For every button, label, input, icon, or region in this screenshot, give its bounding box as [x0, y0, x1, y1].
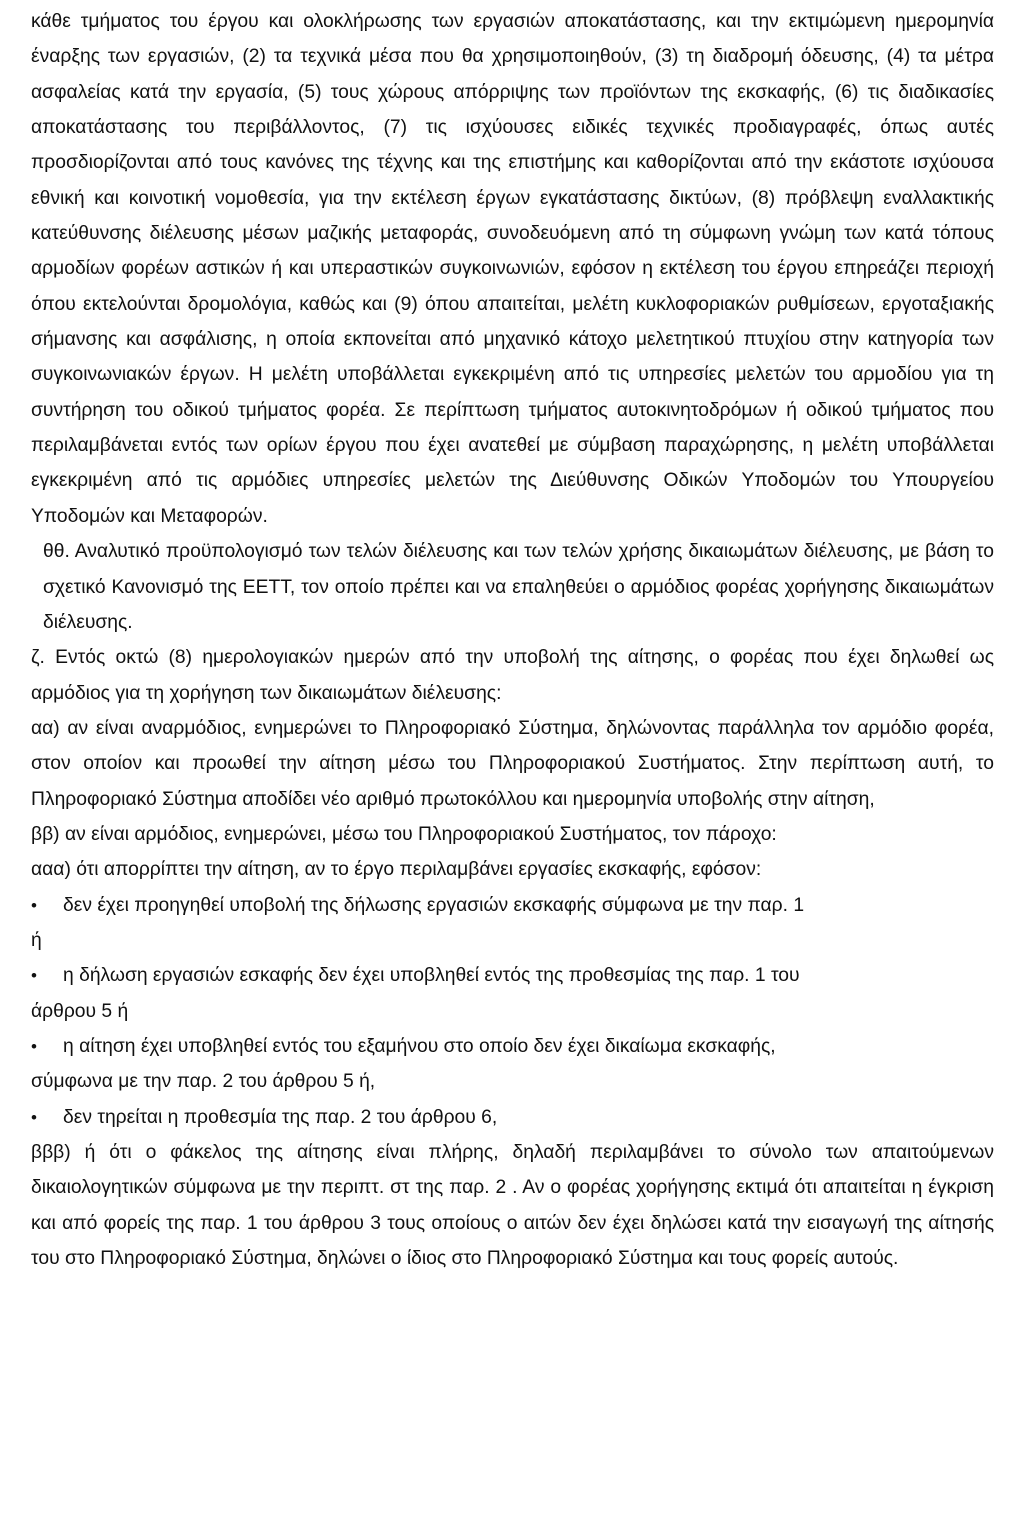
bullet-marker: • — [31, 1107, 37, 1127]
bullet-item — [31, 1100, 994, 1135]
bullet-marker: • — [31, 895, 37, 915]
bullet-continuation: ή — [31, 929, 42, 951]
bullet-line: δεν έχει προηγηθεί υποβολή της δήλωσης εργασιών εκσκαφής σύμφωνα με την παρ. 1 — [63, 894, 805, 916]
bullet-line: η δήλωση εργασιών εσκαφής δεν έχει υποβληθεί εντός της προθεσμίας της παρ. 1 του — [63, 965, 800, 987]
bullet-continuation: άρθρου 5 ή — [31, 1000, 129, 1022]
bullet-marker: • — [31, 966, 37, 986]
paragraph-bb-competent: ββ) αν είναι αρμόδιος, ενημερώνει, μέσω του Πληροφοριακού Συστήματος, τον πάροχο: — [31, 823, 777, 845]
paragraph-aaa-rejection: ααα) ότι απορρίπτει την αίτηση, αν το έργο περιλαμβάνει εργασίες εκσκαφής, εφόσον: — [31, 859, 762, 881]
paragraph-works-plan: κάθε τμήματος του έργου και ολοκλήρωσης των εργασιών αποκατάστασης, και την εκτιμώμενη ημερομηνία έναρξης των εργασιών, (2) τα τεχνικά μέσα που θα χρησιμοποιηθούν, (3) τη διαδρομή όδευσης, (4) τα μέτρα ασφαλείας κατά την εργασία, (5) τους χώρους απόρριψης των προϊόντων της εκσκαφής, (6) τις διαδικασίες αποκατάστασης του περιβάλλοντος, (7) τις ισχύουσες ειδικές τεχνικές προδιαγραφές, όπως αυτές προσδιορίζονται από τους κανόνες της τέχνης και της επιστήμης και καθορίζονται από την εκάστοτε ισχύουσα εθνική και κοινοτική νομοθεσία, για την εκτέλεση έργων εγκατάστασης δικτύων, (8) πρόβλεψη εναλλακτικής κατεύθυνσης διέλευσης μέσων μαζικής μεταφοράς, συνοδευόμενη από τη σύμφωνη γνώμη των κατά τόπους αρμοδίων φορέων αστικών ή και υπεραστικών συγκοινωνιών, εφόσον η εκτέλεση του έργου επηρεάζει περιοχή όπου εκτελούνται δρομολόγια, καθώς και (9) όπου απαιτείται, μελέτη κυκλοφοριακών ρυθμίσεων, εργοταξιακής σήμανσης και ασφάλισης, η οποία εκπονείται από μηχανικό κάτοχο μελετητικού πτυχίου στην κατηγορία των συγκοινωνιακών έργων. Η μελέτη υποβάλλεται εγκεκριμένη από τις υπηρεσίες μελετών του αρμοδίου για τη συντήρηση του οδικού τμήματος φορέα. Σε περίπτωση τμήματος αυτοκινητοδρόμων ή οδικού τμήματος που περιλαμβάνεται εντός των ορίων έργου που έχει ανατεθεί με σύμβαση παραχώρησης, η μελέτη υποβάλλεται εγκεκριμένη από τις αρμόδιες υπηρεσίες μελετών της Διεύθυνσης Οδικών Υποδομών του Υπουργείου Υποδομών και Μεταφορών. — [31, 11, 994, 527]
bullet-item — [31, 888, 994, 959]
bullet-item — [31, 1029, 994, 1100]
paragraph-bbb-complete-file: βββ) ή ότι ο φάκελος της αίτησης είναι πλήρης, δηλαδή περιλαμβάνει το σύνολο των απαιτούμενων δικαιολογητικών σύμφωνα με την περιπτ. στ της παρ. 2 . Αν ο φορέας χορήγησης εκτιμά ότι απαιτείται η έγκριση και από φορείς της παρ. 1 του άρθρου 3 τους οποίους ο αιτών δεν έχει δηλώσει κατά την εισαγωγή της αίτησής του στο Πληροφοριακό Σύστημα, δηλώνει ο ίδιος στο Πληροφοριακό Σύστημα και τους φορείς αυτούς. — [31, 1142, 994, 1270]
paragraph-z-deadline: ζ. Εντός οκτώ (8) ημερολογιακών ημερών από την υποβολή της αίτησης, ο φορέας που έχει δηλωθεί ως αρμόδιος για τη χορήγηση των δικαιωμάτων διέλευσης: — [31, 647, 994, 704]
bullet-line: η αίτηση έχει υποβληθεί εντός του εξαμήνου στο οποίο δεν έχει δικαίωμα εκσκαφής, — [63, 1035, 776, 1057]
bullet-item — [31, 958, 994, 1029]
bullet-marker: • — [31, 1036, 37, 1056]
document-body — [31, 4, 994, 1276]
paragraph-thth-budget: θθ. Αναλυτικό προϋπολογισμό των τελών διέλευσης και των τελών χρήσης δικαιωμάτων διέλευσης, με βάση το σχετικό Κανονισμό της ΕΕΤΤ, τον οποίο πρέπει και να επαληθεύει ο αρμόδιος φορέας χορήγησης δικαιωμάτων διέλευσης. — [43, 541, 994, 633]
bullet-continuation: σύμφωνα με την παρ. 2 του άρθρου 5 ή, — [31, 1071, 376, 1093]
paragraph-aa-not-competent: αα) αν είναι αναρμόδιος, ενημερώνει το Πληροφοριακό Σύστημα, δηλώνοντας παράλληλα τον αρμόδιο φορέα, στον οποίον και προωθεί την αίτηση μέσω του Πληροφοριακού Συστήματος. Στην περίπτωση αυτή, το Πληροφοριακό Σύστημα αποδίδει νέο αριθμό πρωτοκόλλου και ημερομηνία υποβολής στην αίτηση, — [31, 717, 994, 810]
bullet-line: δεν τηρείται η προθεσμία της παρ. 2 του άρθρου 6, — [63, 1106, 498, 1128]
